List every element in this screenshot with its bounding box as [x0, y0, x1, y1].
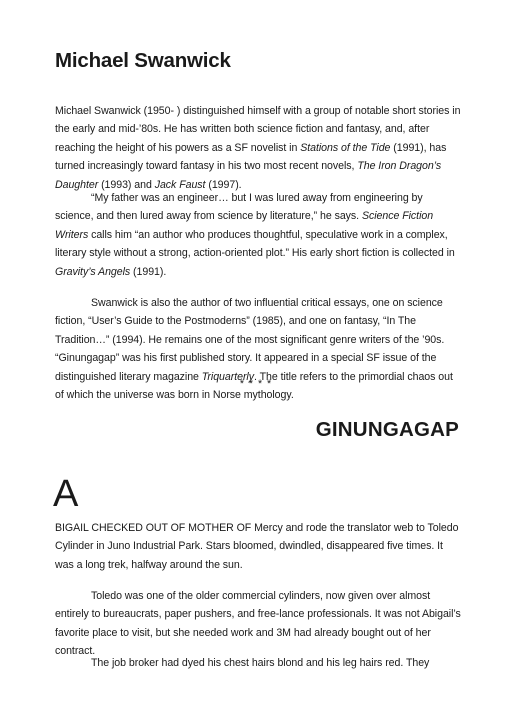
- story-paragraph-1: [55, 519, 461, 574]
- italic-title: Gravity’s Angels: [55, 265, 131, 278]
- story-paragraph-2: [55, 587, 461, 661]
- text-run: Michael Swanwick (1950- ) distinguished himself with a group of notable short stories in the early and mid-’80s. He has written both science fiction and fantasy, and, after reaching the height of his powers as a SF novelist in: [55, 105, 461, 154]
- text-run: The job broker had dyed his chest hairs blond and his leg hairs red. They: [91, 657, 430, 669]
- author-heading: Michael Swanwick: [55, 49, 231, 72]
- text-run: calls him “an author who produces thoughtful, speculative work in a complex, literary style without a strong, action-oriented plot.” His early short fiction is collected in: [55, 228, 455, 260]
- drop-cap: A: [53, 473, 79, 515]
- story-paragraph-3: [55, 654, 461, 672]
- text-run: Swanwick is also the author of two influential critical essays, one on science fiction, “User’s Guide to the Postmoderns” (1985), and one on fantasy, “In The Tradition…” (1994). He remains one of the most significant genre writers of the ’90s. “Ginungagap” was his first published story. It appeared in a special SF issue of the distinguished literary magazine: [55, 297, 445, 383]
- story-title: GINUNGAGAP: [315, 418, 459, 441]
- italic-title: The Iron Dragon’s Daughter: [55, 160, 442, 191]
- italic-title: Triquarterly: [201, 370, 254, 383]
- text-run: (1991), has turned increasingly toward fantasy in his two most recent novels,: [55, 141, 447, 173]
- section-separator: * * * *: [239, 378, 273, 390]
- text-run: BIGAIL CHECKED OUT OF MOTHER OF Mercy and rode the translator web to Toledo Cylinder in Juno Industrial Park. Stars bloomed, dwindled, disappeared five times. It was a long trek, halfway around the sun.: [55, 522, 459, 571]
- text-run: (1993) and: [98, 178, 155, 191]
- italic-title: Science Fiction Writers: [55, 210, 434, 241]
- bio-paragraph-2: [55, 189, 461, 281]
- text-run: . The title refers to the primordial chaos out of which the universe was born in Norse mythology.: [55, 370, 453, 402]
- bio-paragraph-1: [55, 102, 461, 194]
- text-run: “My father was an engineer… but I was lured away from engineering by science, and then lured away from science by literature,” he says.: [55, 192, 423, 223]
- italic-title: Stations of the Tide: [300, 141, 391, 154]
- text-run: (1997).: [205, 178, 242, 191]
- text-run: (1991).: [130, 265, 167, 278]
- text-run: Toledo was one of the older commercial cylinders, now given over almost entirely to bureaucrats, paper pushers, and free-lance professionals. It was not Abigail’s favorite place to visit, but she needed work and 3M had already bought out of her contract.: [55, 590, 461, 658]
- italic-title: Jack Faust: [154, 178, 206, 191]
